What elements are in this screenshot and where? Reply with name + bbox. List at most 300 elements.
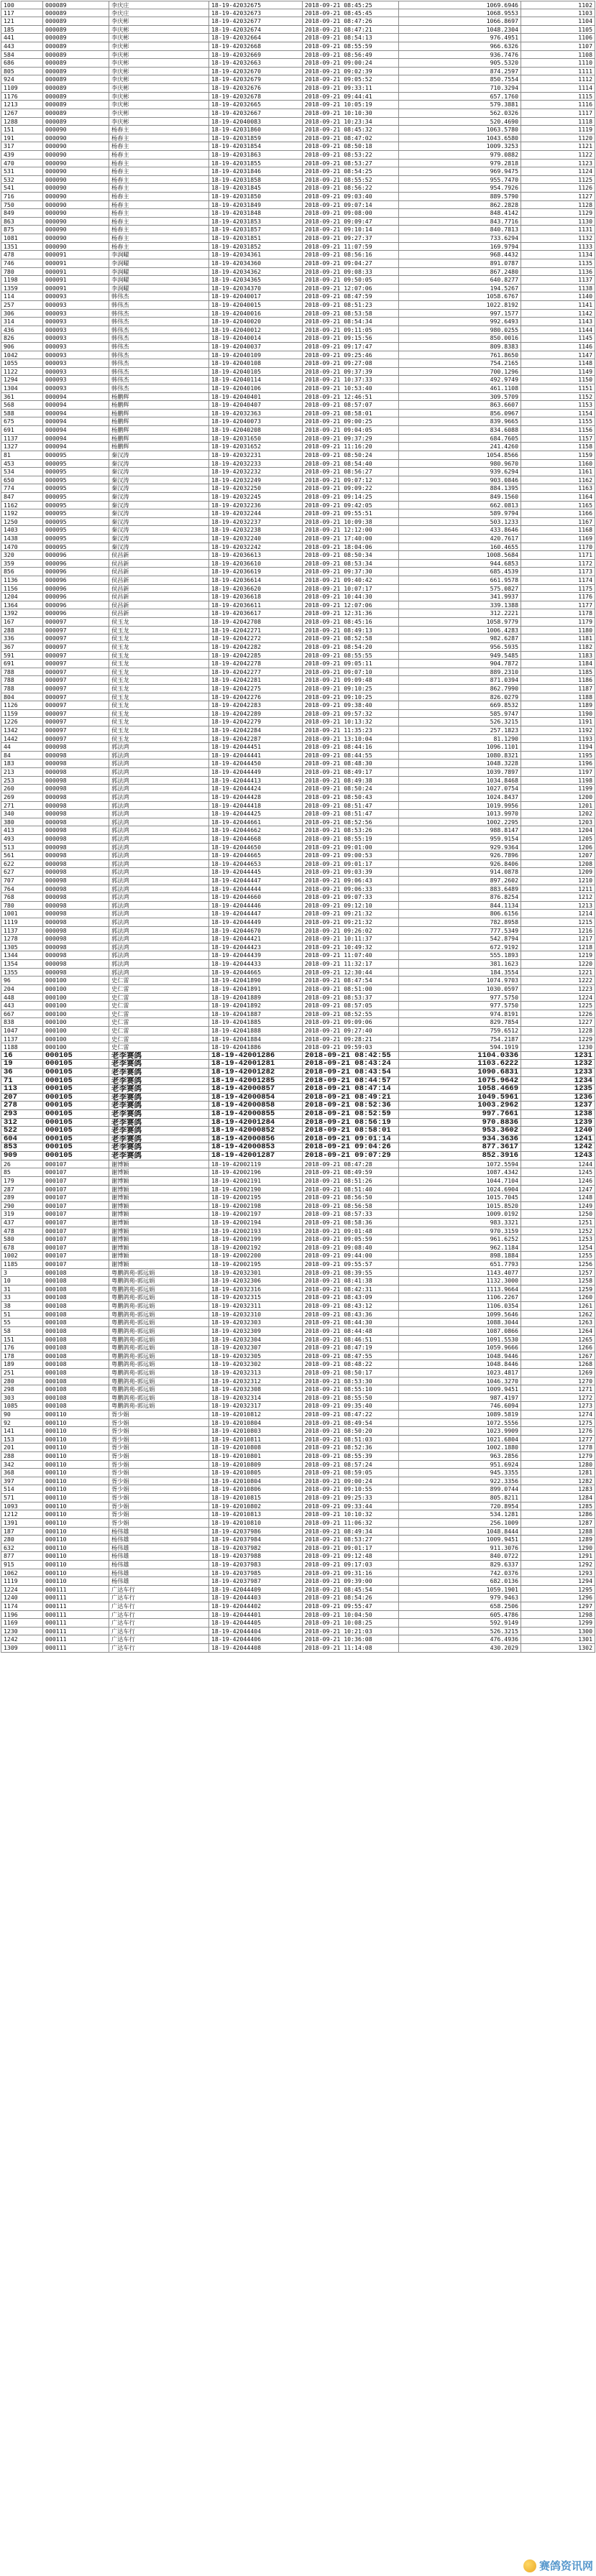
seq-cell: 1226 bbox=[521, 1010, 595, 1018]
owner-cell: 李润曜 bbox=[109, 259, 208, 267]
ring-number-cell: 18-19-42036610 bbox=[208, 560, 302, 568]
table-row bbox=[1, 601, 595, 610]
table-row bbox=[1, 1569, 595, 1578]
ring-number-cell: 18-19-42044444 bbox=[208, 885, 302, 893]
arrival-time-cell: 2018-09-21 08:49:59 bbox=[302, 1168, 398, 1176]
owner-cell: 郭法鸿 bbox=[109, 777, 208, 785]
arrival-time-cell: 2018-09-21 09:10:14 bbox=[302, 226, 398, 234]
ring-number-cell: 18-19-42041892 bbox=[208, 1002, 302, 1010]
seq-cell: 1223 bbox=[521, 985, 595, 993]
seq-cell: 1147 bbox=[521, 351, 595, 359]
speed-cell: 746.6094 bbox=[398, 1402, 521, 1410]
team-id-cell: 000089 bbox=[42, 109, 109, 117]
seq-cell: 1110 bbox=[521, 59, 595, 67]
table-row bbox=[1, 560, 595, 568]
speed-cell: 829.7854 bbox=[398, 1018, 521, 1026]
ring-number-cell: 18-19-42044662 bbox=[208, 826, 302, 834]
rank-cell: 31 bbox=[1, 1285, 42, 1293]
watermark-text: 赛鸽资讯网 bbox=[538, 2559, 593, 2572]
rank-cell: 1188 bbox=[1, 1043, 42, 1051]
arrival-time-cell: 2018-09-21 08:50:43 bbox=[302, 793, 398, 801]
table-row bbox=[1, 1644, 595, 1653]
table-row bbox=[1, 93, 595, 101]
owner-cell: 胥少娟 bbox=[109, 1494, 208, 1502]
speed-cell: 754.2165 bbox=[398, 359, 521, 367]
rank-cell: 686 bbox=[1, 59, 42, 67]
team-id-cell: 000111 bbox=[42, 1602, 109, 1610]
speed-cell: 1043.6580 bbox=[398, 134, 521, 142]
seq-cell: 1217 bbox=[521, 935, 595, 943]
table-row bbox=[1, 1385, 595, 1394]
rank-cell: 207 bbox=[1, 1094, 42, 1102]
arrival-time-cell: 2018-09-21 11:35:23 bbox=[302, 726, 398, 734]
seq-cell: 1196 bbox=[521, 760, 595, 767]
seq-cell: 1108 bbox=[521, 51, 595, 59]
speed-cell: 1048.8444 bbox=[398, 1528, 521, 1536]
table-row bbox=[1, 75, 595, 84]
rank-cell: 453 bbox=[1, 460, 42, 468]
arrival-time-cell: 2018-09-21 09:00:24 bbox=[302, 59, 398, 67]
ring-number-cell: 18-19-42042289 bbox=[208, 710, 302, 718]
table-row bbox=[1, 676, 595, 685]
owner-cell: 郭法鸿 bbox=[109, 885, 208, 893]
arrival-time-cell: 2018-09-21 08:49:21 bbox=[302, 1094, 398, 1102]
rank-cell: 906 bbox=[1, 343, 42, 351]
seq-cell: 1263 bbox=[521, 1319, 595, 1326]
speed-cell: 341.9937 bbox=[398, 593, 521, 601]
seq-cell: 1116 bbox=[521, 101, 595, 109]
arrival-time-cell: 2018-09-21 09:50:05 bbox=[302, 276, 398, 284]
seq-cell: 1128 bbox=[521, 201, 595, 209]
rank-cell: 1119 bbox=[1, 918, 42, 926]
arrival-time-cell: 2018-09-21 09:01:14 bbox=[302, 1135, 398, 1143]
ring-number-cell: 18-19-42000856 bbox=[208, 1135, 302, 1143]
seq-cell: 1254 bbox=[521, 1244, 595, 1252]
arrival-time-cell: 2018-09-21 09:55:57 bbox=[302, 1260, 398, 1268]
team-id-cell: 000107 bbox=[42, 1210, 109, 1218]
ring-number-cell: 18-19-42032678 bbox=[208, 93, 302, 101]
table-row bbox=[1, 1528, 595, 1536]
owner-cell: 粤鹏鸽苑-郭远娟 bbox=[109, 1277, 208, 1285]
ring-number-cell: 18-19-42032676 bbox=[208, 84, 302, 92]
team-id-cell: 000095 bbox=[42, 535, 109, 543]
seq-cell: 1276 bbox=[521, 1427, 595, 1435]
rank-cell: 1002 bbox=[1, 1252, 42, 1260]
arrival-time-cell: 2018-09-21 08:47:21 bbox=[302, 26, 398, 34]
owner-cell: 韩伟杰 bbox=[109, 310, 208, 318]
ring-number-cell: 18-19-42044424 bbox=[208, 785, 302, 793]
arrival-time-cell: 2018-09-21 08:50:18 bbox=[302, 142, 398, 150]
table-row bbox=[1, 502, 595, 510]
team-id-cell: 000097 bbox=[42, 710, 109, 718]
arrival-time-cell: 2018-09-21 08:55:39 bbox=[302, 1452, 398, 1460]
speed-cell: 1019.9956 bbox=[398, 802, 521, 810]
speed-cell: 1103.6222 bbox=[398, 1060, 521, 1068]
owner-cell: 侯玉龙 bbox=[109, 710, 208, 718]
rank-cell: 413 bbox=[1, 826, 42, 834]
seq-cell: 1185 bbox=[521, 668, 595, 676]
rank-cell: 826 bbox=[1, 334, 42, 342]
arrival-time-cell: 2018-09-21 08:51:40 bbox=[302, 1186, 398, 1194]
ring-number-cell: 18-19-42044665 bbox=[208, 969, 302, 977]
owner-cell: 杨伟雄 bbox=[109, 1528, 208, 1536]
table-row bbox=[1, 1043, 595, 1052]
table-row bbox=[1, 1336, 595, 1344]
ring-number-cell: 18-19-42040114 bbox=[208, 376, 302, 384]
ring-number-cell: 18-19-42010812 bbox=[208, 1411, 302, 1418]
ring-number-cell: 18-19-42032667 bbox=[208, 109, 302, 117]
rank-cell: 443 bbox=[1, 42, 42, 50]
team-id-cell: 000100 bbox=[42, 1043, 109, 1051]
table-row bbox=[1, 1427, 595, 1436]
owner-cell: 粤鹏鸽苑-郭远娟 bbox=[109, 1311, 208, 1319]
owner-cell: 韩伟杰 bbox=[109, 368, 208, 376]
speed-cell: 476.4936 bbox=[398, 1635, 521, 1643]
arrival-time-cell: 2018-09-21 08:54:13 bbox=[302, 34, 398, 42]
table-row bbox=[1, 618, 595, 627]
speed-cell: 1089.5819 bbox=[398, 1411, 521, 1418]
arrival-time-cell: 2018-09-21 10:21:03 bbox=[302, 1628, 398, 1635]
seq-cell: 1186 bbox=[521, 676, 595, 684]
table-row bbox=[1, 226, 595, 234]
arrival-time-cell: 2018-09-21 10:53:40 bbox=[302, 384, 398, 392]
seq-cell: 1249 bbox=[521, 1202, 595, 1210]
ring-number-cell: 18-19-42044413 bbox=[208, 777, 302, 785]
rank-cell: 788 bbox=[1, 668, 42, 676]
team-id-cell: 000089 bbox=[42, 101, 109, 109]
speed-cell: 876.8254 bbox=[398, 893, 521, 901]
table-row bbox=[1, 134, 595, 143]
seq-cell: 1189 bbox=[521, 701, 595, 709]
owner-cell: 郭法鸿 bbox=[109, 943, 208, 951]
team-id-cell: 000108 bbox=[42, 1352, 109, 1360]
speed-cell: 1015.8520 bbox=[398, 1202, 521, 1210]
speed-cell: 1059.9666 bbox=[398, 1344, 521, 1352]
team-id-cell: 000093 bbox=[42, 292, 109, 300]
seq-cell: 1183 bbox=[521, 652, 595, 660]
seq-cell: 1288 bbox=[521, 1528, 595, 1536]
team-id-cell: 000110 bbox=[42, 1494, 109, 1502]
ring-number-cell: 18-19-42044661 bbox=[208, 818, 302, 826]
arrival-time-cell: 2018-09-21 11:06:32 bbox=[302, 1519, 398, 1527]
speed-cell: 1104.0336 bbox=[398, 1052, 521, 1060]
team-id-cell: 000090 bbox=[42, 160, 109, 167]
arrival-time-cell: 2018-09-21 09:01:48 bbox=[302, 1227, 398, 1235]
arrival-time-cell: 2018-09-21 08:44:55 bbox=[302, 752, 398, 760]
seq-cell: 1267 bbox=[521, 1352, 595, 1360]
arrival-time-cell: 2018-09-21 10:07:17 bbox=[302, 585, 398, 593]
speed-cell: 954.7926 bbox=[398, 184, 521, 192]
team-id-cell: 000097 bbox=[42, 718, 109, 726]
arrival-time-cell: 2018-09-21 09:09:22 bbox=[302, 484, 398, 492]
arrival-time-cell: 2018-09-21 09:55:47 bbox=[302, 1602, 398, 1610]
ring-number-cell: 18-19-42002199 bbox=[208, 1235, 302, 1243]
owner-cell: 杨春主 bbox=[109, 209, 208, 217]
seq-cell: 1231 bbox=[521, 1052, 595, 1060]
table-row bbox=[1, 1, 595, 9]
team-id-cell: 000096 bbox=[42, 609, 109, 617]
speed-cell: 662.0813 bbox=[398, 502, 521, 509]
table-row bbox=[1, 276, 595, 285]
ring-number-cell: 18-19-42041884 bbox=[208, 1035, 302, 1043]
speed-cell: 594.1919 bbox=[398, 1043, 521, 1051]
ring-number-cell: 18-19-42042271 bbox=[208, 627, 302, 634]
owner-cell: 杨春主 bbox=[109, 176, 208, 184]
speed-cell: 339.1388 bbox=[398, 601, 521, 609]
ring-number-cell: 18-19-42044418 bbox=[208, 802, 302, 810]
team-id-cell: 000095 bbox=[42, 468, 109, 476]
owner-cell: 胥少娟 bbox=[109, 1436, 208, 1444]
rank-cell: 1351 bbox=[1, 243, 42, 251]
table-row bbox=[1, 902, 595, 910]
ring-number-cell: 18-19-42044421 bbox=[208, 935, 302, 943]
seq-cell: 1230 bbox=[521, 1043, 595, 1051]
ring-number-cell: 18-19-42002200 bbox=[208, 1252, 302, 1260]
speed-cell: 1022.8192 bbox=[398, 301, 521, 309]
arrival-time-cell: 2018-09-21 08:53:58 bbox=[302, 310, 398, 318]
rank-cell: 85 bbox=[1, 1168, 42, 1176]
table-row bbox=[1, 994, 595, 1002]
speed-cell: 891.0787 bbox=[398, 259, 521, 267]
arrival-time-cell: 2018-09-21 11:32:17 bbox=[302, 960, 398, 968]
seq-cell: 1150 bbox=[521, 376, 595, 384]
speed-cell: 1009.0192 bbox=[398, 1210, 521, 1218]
ring-number-cell: 18-19-42040208 bbox=[208, 426, 302, 434]
seq-cell: 1229 bbox=[521, 1035, 595, 1043]
seq-cell: 1198 bbox=[521, 777, 595, 785]
team-id-cell: 000090 bbox=[42, 209, 109, 217]
seq-cell: 1211 bbox=[521, 885, 595, 893]
rank-cell: 320 bbox=[1, 551, 42, 559]
table-row bbox=[1, 443, 595, 451]
ring-number-cell: 18-19-42032303 bbox=[208, 1319, 302, 1326]
arrival-time-cell: 2018-09-21 13:10:04 bbox=[302, 735, 398, 743]
rank-cell: 33 bbox=[1, 1293, 42, 1301]
speed-cell: 848.4142 bbox=[398, 209, 521, 217]
team-id-cell: 000095 bbox=[42, 509, 109, 517]
table-row bbox=[1, 810, 595, 818]
ring-number-cell: 18-19-42032317 bbox=[208, 1402, 302, 1410]
rank-cell: 780 bbox=[1, 268, 42, 276]
team-id-cell: 000098 bbox=[42, 743, 109, 751]
rank-cell: 588 bbox=[1, 410, 42, 417]
ring-number-cell: 18-19-42040020 bbox=[208, 318, 302, 326]
speed-cell: 877.3617 bbox=[398, 1143, 521, 1151]
ring-number-cell: 18-19-42037987 bbox=[208, 1577, 302, 1585]
ring-number-cell: 18-19-42040109 bbox=[208, 351, 302, 359]
owner-cell: 郭法鸿 bbox=[109, 818, 208, 826]
table-row bbox=[1, 576, 595, 585]
table-row bbox=[1, 410, 595, 418]
owner-cell: 郭法鸿 bbox=[109, 969, 208, 977]
team-id-cell: 000089 bbox=[42, 93, 109, 101]
seq-cell: 1294 bbox=[521, 1577, 595, 1585]
table-row bbox=[1, 543, 595, 552]
table-row bbox=[1, 460, 595, 468]
table-row bbox=[1, 1477, 595, 1486]
ring-number-cell: 18-19-42044441 bbox=[208, 752, 302, 760]
ring-number-cell: 18-19-42032305 bbox=[208, 1352, 302, 1360]
speed-cell: 526.3215 bbox=[398, 1628, 521, 1635]
table-row bbox=[1, 1377, 595, 1386]
team-id-cell: 000108 bbox=[42, 1269, 109, 1277]
table-row bbox=[1, 1577, 595, 1586]
ring-number-cell: 18-19-42032240 bbox=[208, 535, 302, 543]
seq-cell: 1197 bbox=[521, 768, 595, 776]
speed-cell: 1113.9664 bbox=[398, 1285, 521, 1293]
speed-cell: 809.8383 bbox=[398, 343, 521, 351]
rank-cell: 1470 bbox=[1, 543, 42, 551]
owner-cell: 史仁雷 bbox=[109, 1043, 208, 1051]
team-id-cell: 000105 bbox=[42, 1102, 109, 1109]
rank-cell: 342 bbox=[1, 1461, 42, 1469]
team-id-cell: 000098 bbox=[42, 885, 109, 893]
rank-cell: 178 bbox=[1, 1352, 42, 1360]
seq-cell: 1219 bbox=[521, 951, 595, 959]
team-id-cell: 000097 bbox=[42, 634, 109, 642]
rank-cell: 1288 bbox=[1, 118, 42, 126]
owner-cell: 粤鹏鸽苑-郭远娟 bbox=[109, 1402, 208, 1410]
owner-cell: 侯昌新 bbox=[109, 593, 208, 601]
seq-cell: 1271 bbox=[521, 1385, 595, 1393]
owner-cell: 老李赛鸽 bbox=[109, 1085, 208, 1093]
speed-cell: 992.6493 bbox=[398, 318, 521, 326]
owner-cell: 郭法鸿 bbox=[109, 918, 208, 926]
team-id-cell: 000111 bbox=[42, 1628, 109, 1635]
speed-cell: 867.2480 bbox=[398, 268, 521, 276]
ring-number-cell: 18-19-42032315 bbox=[208, 1293, 302, 1301]
owner-cell: 杨伟雄 bbox=[109, 1544, 208, 1552]
table-row bbox=[1, 1611, 595, 1620]
rank-cell: 179 bbox=[1, 1177, 42, 1185]
seq-cell: 1272 bbox=[521, 1394, 595, 1402]
rank-cell: 1137 bbox=[1, 435, 42, 443]
arrival-time-cell: 2018-09-21 08:50:34 bbox=[302, 551, 398, 559]
owner-cell: 秦汉涛 bbox=[109, 535, 208, 543]
owner-cell: 谢博颖 bbox=[109, 1227, 208, 1235]
table-row bbox=[1, 359, 595, 368]
arrival-time-cell: 2018-09-21 09:35:40 bbox=[302, 1402, 398, 1410]
owner-cell: 粤鹏鸽苑-郭远娟 bbox=[109, 1352, 208, 1360]
seq-cell: 1210 bbox=[521, 877, 595, 885]
ring-number-cell: 18-19-42042272 bbox=[208, 634, 302, 642]
speed-cell: 905.5320 bbox=[398, 59, 521, 67]
owner-cell: 秦汉涛 bbox=[109, 493, 208, 501]
arrival-time-cell: 2018-09-21 10:44:30 bbox=[302, 593, 398, 601]
owner-cell: 李庆彬 bbox=[109, 26, 208, 34]
table-row bbox=[1, 451, 595, 460]
ring-number-cell: 18-19-42034362 bbox=[208, 268, 302, 276]
team-id-cell: 000089 bbox=[42, 26, 109, 34]
speed-cell: 684.7605 bbox=[398, 435, 521, 443]
table-row bbox=[1, 301, 595, 310]
speed-cell: 575.0827 bbox=[398, 585, 521, 593]
speed-cell: 782.8958 bbox=[398, 918, 521, 926]
table-row bbox=[1, 343, 595, 351]
arrival-time-cell: 2018-09-21 09:44:41 bbox=[302, 93, 398, 101]
rank-cell: 439 bbox=[1, 151, 42, 159]
ring-number-cell: 18-19-42032238 bbox=[208, 526, 302, 534]
team-id-cell: 000097 bbox=[42, 676, 109, 684]
speed-cell: 169.9794 bbox=[398, 243, 521, 251]
ring-number-cell: 18-19-42032677 bbox=[208, 17, 302, 25]
rank-cell: 253 bbox=[1, 777, 42, 785]
ring-number-cell: 18-19-42001286 bbox=[208, 1052, 302, 1060]
rank-cell: 1119 bbox=[1, 1577, 42, 1585]
table-row bbox=[1, 585, 595, 594]
team-id-cell: 000110 bbox=[42, 1477, 109, 1485]
owner-cell: 郭法鸿 bbox=[109, 927, 208, 935]
speed-cell: 1132.3000 bbox=[398, 1277, 521, 1285]
rank-cell: 1213 bbox=[1, 101, 42, 109]
table-row bbox=[1, 1594, 595, 1602]
seq-cell: 1153 bbox=[521, 401, 595, 409]
seq-cell: 1179 bbox=[521, 618, 595, 626]
team-id-cell: 000108 bbox=[42, 1311, 109, 1319]
table-row bbox=[1, 126, 595, 134]
ring-number-cell: 18-19-42002190 bbox=[208, 1186, 302, 1194]
owner-cell: 谢博颖 bbox=[109, 1177, 208, 1185]
team-id-cell: 000098 bbox=[42, 943, 109, 951]
seq-cell: 1252 bbox=[521, 1227, 595, 1235]
rank-cell: 361 bbox=[1, 393, 42, 401]
team-id-cell: 000105 bbox=[42, 1110, 109, 1118]
ring-number-cell: 18-19-42042275 bbox=[208, 685, 302, 693]
speed-cell: 840.7813 bbox=[398, 226, 521, 234]
speed-cell: 961.6252 bbox=[398, 1235, 521, 1243]
table-row bbox=[1, 1077, 595, 1086]
seq-cell: 1247 bbox=[521, 1186, 595, 1194]
arrival-time-cell: 2018-09-21 09:09:06 bbox=[302, 1018, 398, 1026]
speed-cell: 956.5935 bbox=[398, 643, 521, 651]
ring-number-cell: 18-19-42031650 bbox=[208, 435, 302, 443]
team-id-cell: 000097 bbox=[42, 618, 109, 626]
ring-number-cell: 18-19-42010809 bbox=[208, 1461, 302, 1469]
arrival-time-cell: 2018-09-21 08:49:38 bbox=[302, 777, 398, 785]
arrival-time-cell: 2018-09-21 08:51:47 bbox=[302, 802, 398, 810]
team-id-cell: 000093 bbox=[42, 326, 109, 334]
table-row bbox=[1, 1561, 595, 1569]
owner-cell: 杨鹏辉 bbox=[109, 393, 208, 401]
arrival-time-cell: 2018-09-21 10:08:25 bbox=[302, 1619, 398, 1627]
rank-cell: 1294 bbox=[1, 376, 42, 384]
owner-cell: 胥少娟 bbox=[109, 1469, 208, 1477]
speed-cell: 1023.4817 bbox=[398, 1369, 521, 1377]
table-row bbox=[1, 627, 595, 635]
seq-cell: 1111 bbox=[521, 68, 595, 75]
owner-cell: 杨鹏辉 bbox=[109, 426, 208, 434]
ring-number-cell: 18-19-42002196 bbox=[208, 1168, 302, 1176]
team-id-cell: 000100 bbox=[42, 994, 109, 1002]
table-row bbox=[1, 1485, 595, 1494]
speed-cell: 970.8836 bbox=[398, 1119, 521, 1127]
speed-cell: 1099.5646 bbox=[398, 1311, 521, 1319]
arrival-time-cell: 2018-09-21 09:27:37 bbox=[302, 234, 398, 242]
team-id-cell: 000108 bbox=[42, 1327, 109, 1335]
owner-cell: 郭法鸿 bbox=[109, 910, 208, 918]
speed-cell: 944.6853 bbox=[398, 560, 521, 568]
seq-cell: 1241 bbox=[521, 1135, 595, 1143]
owner-cell: 粤鹏鸽苑-郭远娟 bbox=[109, 1285, 208, 1293]
owner-cell: 杨伟雄 bbox=[109, 1561, 208, 1569]
ring-number-cell: 18-19-42031849 bbox=[208, 201, 302, 209]
table-row bbox=[1, 1352, 595, 1361]
table-row bbox=[1, 652, 595, 660]
ring-number-cell: 18-19-42032669 bbox=[208, 51, 302, 59]
arrival-time-cell: 2018-09-21 08:44:48 bbox=[302, 1327, 398, 1335]
table-row bbox=[1, 1210, 595, 1219]
table-row bbox=[1, 1060, 595, 1068]
